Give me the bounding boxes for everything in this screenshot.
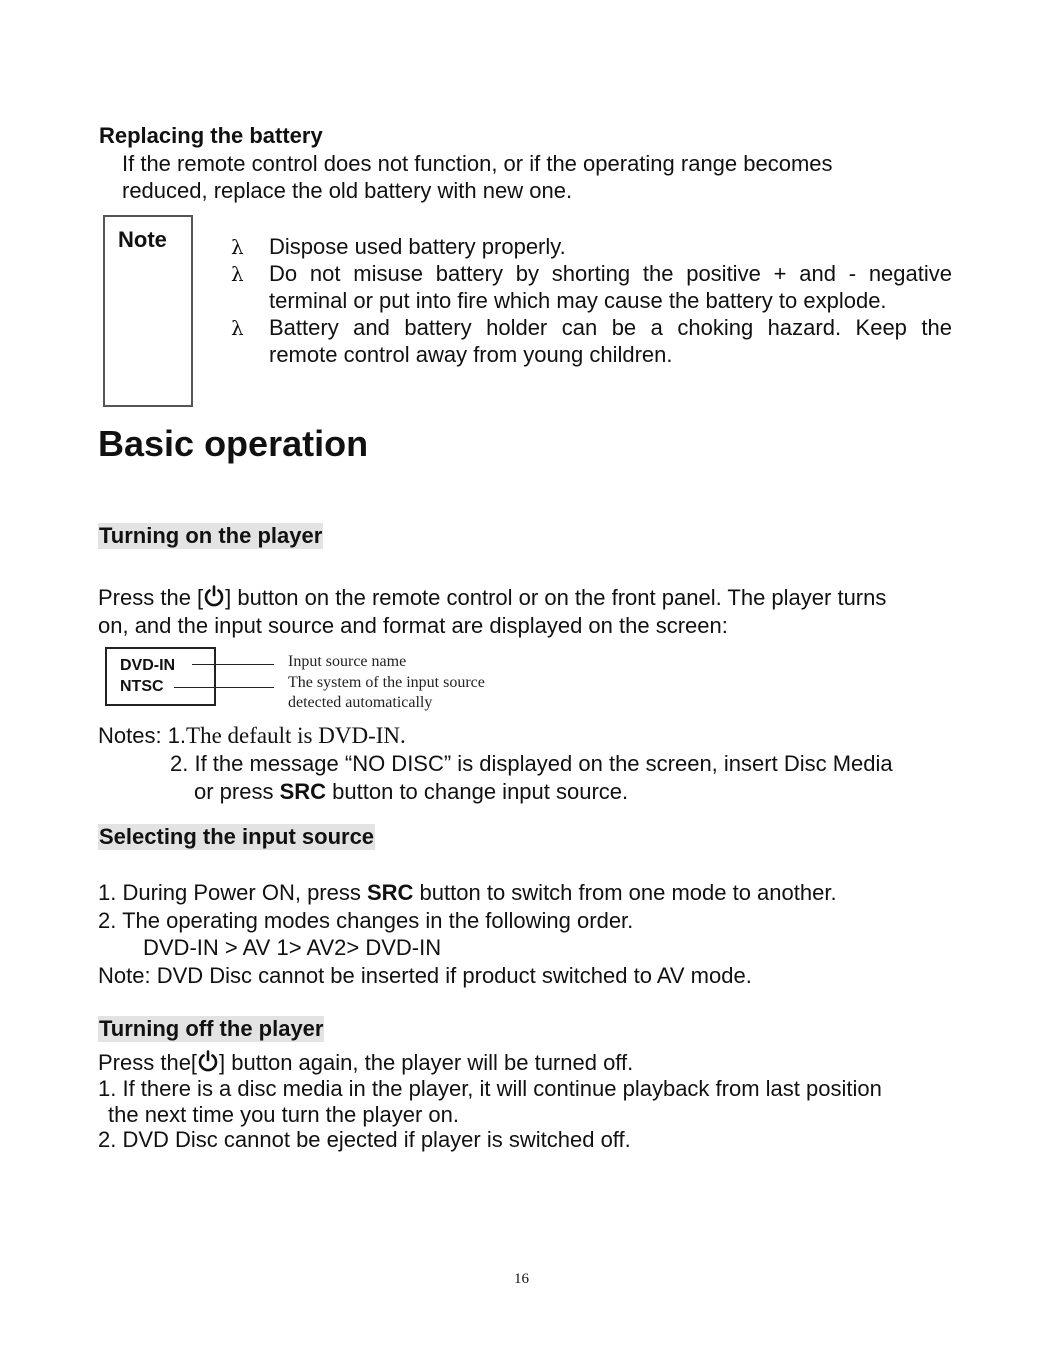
- page-number: 16: [514, 1271, 529, 1287]
- note-label: Note: [118, 227, 167, 252]
- note-2-post: button to change input source.: [326, 779, 629, 804]
- callout-line-2: [174, 687, 274, 688]
- power-icon: [197, 1050, 219, 1078]
- bullet-3-line-2: remote control away from young children.: [269, 342, 673, 367]
- src-label: SRC: [366, 880, 414, 905]
- callout-line-1: [192, 664, 274, 665]
- input-source-heading: Selecting the input source: [99, 824, 375, 849]
- mode-order: DVD-IN > AV 1> AV2> DVD-IN: [143, 935, 442, 960]
- bullet-2-line-2: terminal or put into fire which may cause the battery to explode.: [269, 288, 887, 313]
- turning-off-heading: Turning off the player: [99, 1016, 324, 1041]
- turning-on-paragraph-line-2: on, and the input source and format are displayed on the screen:: [98, 613, 728, 638]
- note-box: [103, 215, 193, 407]
- notes-label: Notes: 1.: [98, 723, 187, 748]
- input-source-l1-pre: 1. During Power ON, press: [98, 880, 367, 905]
- bullet-symbol: λ: [231, 235, 244, 259]
- turning-on-paragraph-line-1: [98, 584, 886, 613]
- battery-intro-line-1: If the remote control does not function, or if the operating range becomes: [122, 151, 833, 176]
- bullet-3-line-1: Battery and battery holder can be a choking hazard. Keep the: [269, 315, 952, 340]
- callout-system-line-2: detected automatically: [288, 694, 433, 711]
- turning-off-pre: Press the[: [98, 1050, 198, 1075]
- section-title: Basic operation: [98, 423, 369, 464]
- turning-on-text-post: ] button on the remote control or on the front panel. The player turns: [225, 585, 887, 610]
- turning-on-heading: Turning on the player: [99, 523, 323, 548]
- turning-off-line-4: 2. DVD Disc cannot be ejected if player is switched off.: [98, 1127, 631, 1152]
- note-2-line-1: 2. If the message “NO DISC” is displayed on the screen, insert Disc Media: [170, 751, 893, 776]
- bullet-symbol: λ: [231, 262, 244, 286]
- input-source-line-1: [98, 879, 837, 906]
- osd-input-source: DVD-IN: [120, 657, 176, 674]
- turning-off-post: ] button again, the player will be turned off.: [219, 1050, 634, 1075]
- input-source-line-2: 2. The operating modes changes in the following order.: [98, 908, 634, 933]
- osd-display: [105, 647, 216, 706]
- osd-system: NTSC: [120, 678, 164, 695]
- bullet-symbol: λ: [231, 316, 244, 340]
- battery-intro-line-2: reduced, replace the old battery with new one.: [122, 178, 573, 203]
- turning-off-line-1: [98, 1049, 633, 1078]
- callout-system-line-1: The system of the input source: [288, 674, 485, 691]
- battery-heading: Replacing the battery: [99, 123, 323, 148]
- callout-input-source: Input source name: [288, 653, 407, 670]
- bullet-2-line-1: Do not misuse battery by shorting the positive + and - negative: [269, 261, 952, 286]
- bullet-1-text: Dispose used battery properly.: [269, 234, 566, 259]
- turning-off-line-2: 1. If there is a disc media in the player, it will continue playback from last position: [98, 1076, 882, 1101]
- input-source-note: Note: DVD Disc cannot be inserted if product switched to AV mode.: [98, 963, 752, 988]
- src-label: SRC: [279, 779, 327, 804]
- notes-line-1: [98, 722, 406, 749]
- note-2-pre: or press: [194, 779, 280, 804]
- note-1: The default is DVD-IN.: [186, 723, 406, 748]
- input-source-l1-post: button to switch from one mode to another.: [413, 880, 837, 905]
- power-icon: [203, 585, 225, 613]
- note-2-line-2: [194, 778, 628, 805]
- turning-off-line-3: the next time you turn the player on.: [108, 1102, 459, 1127]
- turning-on-text-pre: Press the [: [98, 585, 204, 610]
